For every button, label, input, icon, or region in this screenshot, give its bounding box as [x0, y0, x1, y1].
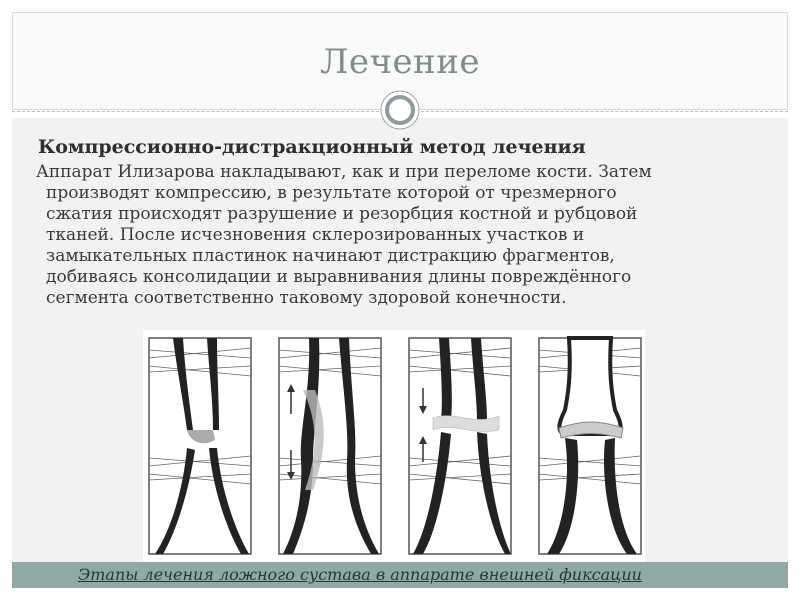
stage-3-illustration — [409, 338, 511, 554]
slide-title: Лечение — [319, 42, 481, 82]
paragraph-line: сжатия происходят разрушение и резорбция костной и рубцовой — [46, 204, 638, 224]
treatment-stages-figure — [143, 330, 645, 562]
stage-4-illustration — [539, 338, 641, 554]
body-paragraph — [36, 162, 771, 309]
paragraph-line: добиваясь консолидации и выравнивания длины повреждённого — [46, 267, 632, 287]
section-heading: Компрессионно-дистракционный метод лечения — [38, 136, 586, 158]
paragraph-line: Аппарат Илизарова накладывают, как и при переломе кости. Затем — [36, 162, 652, 182]
paragraph-line: производят компрессию, в результате которой от чрезмерного — [46, 183, 617, 203]
figure-caption: Этапы лечения ложного сустава в аппарате внешней фиксации — [78, 565, 642, 584]
paragraph-line: тканей. После исчезновения склерозированных участков и — [46, 225, 585, 245]
stage-1-illustration — [149, 338, 251, 554]
paragraph-line: замыкательных пластинок начинают дистракцию фрагментов, — [46, 246, 615, 266]
paragraph-line: сегмента соответственно таковому здоровой конечности. — [46, 288, 567, 308]
stage-2-illustration — [279, 338, 381, 554]
circle-ornament-icon — [380, 90, 420, 130]
